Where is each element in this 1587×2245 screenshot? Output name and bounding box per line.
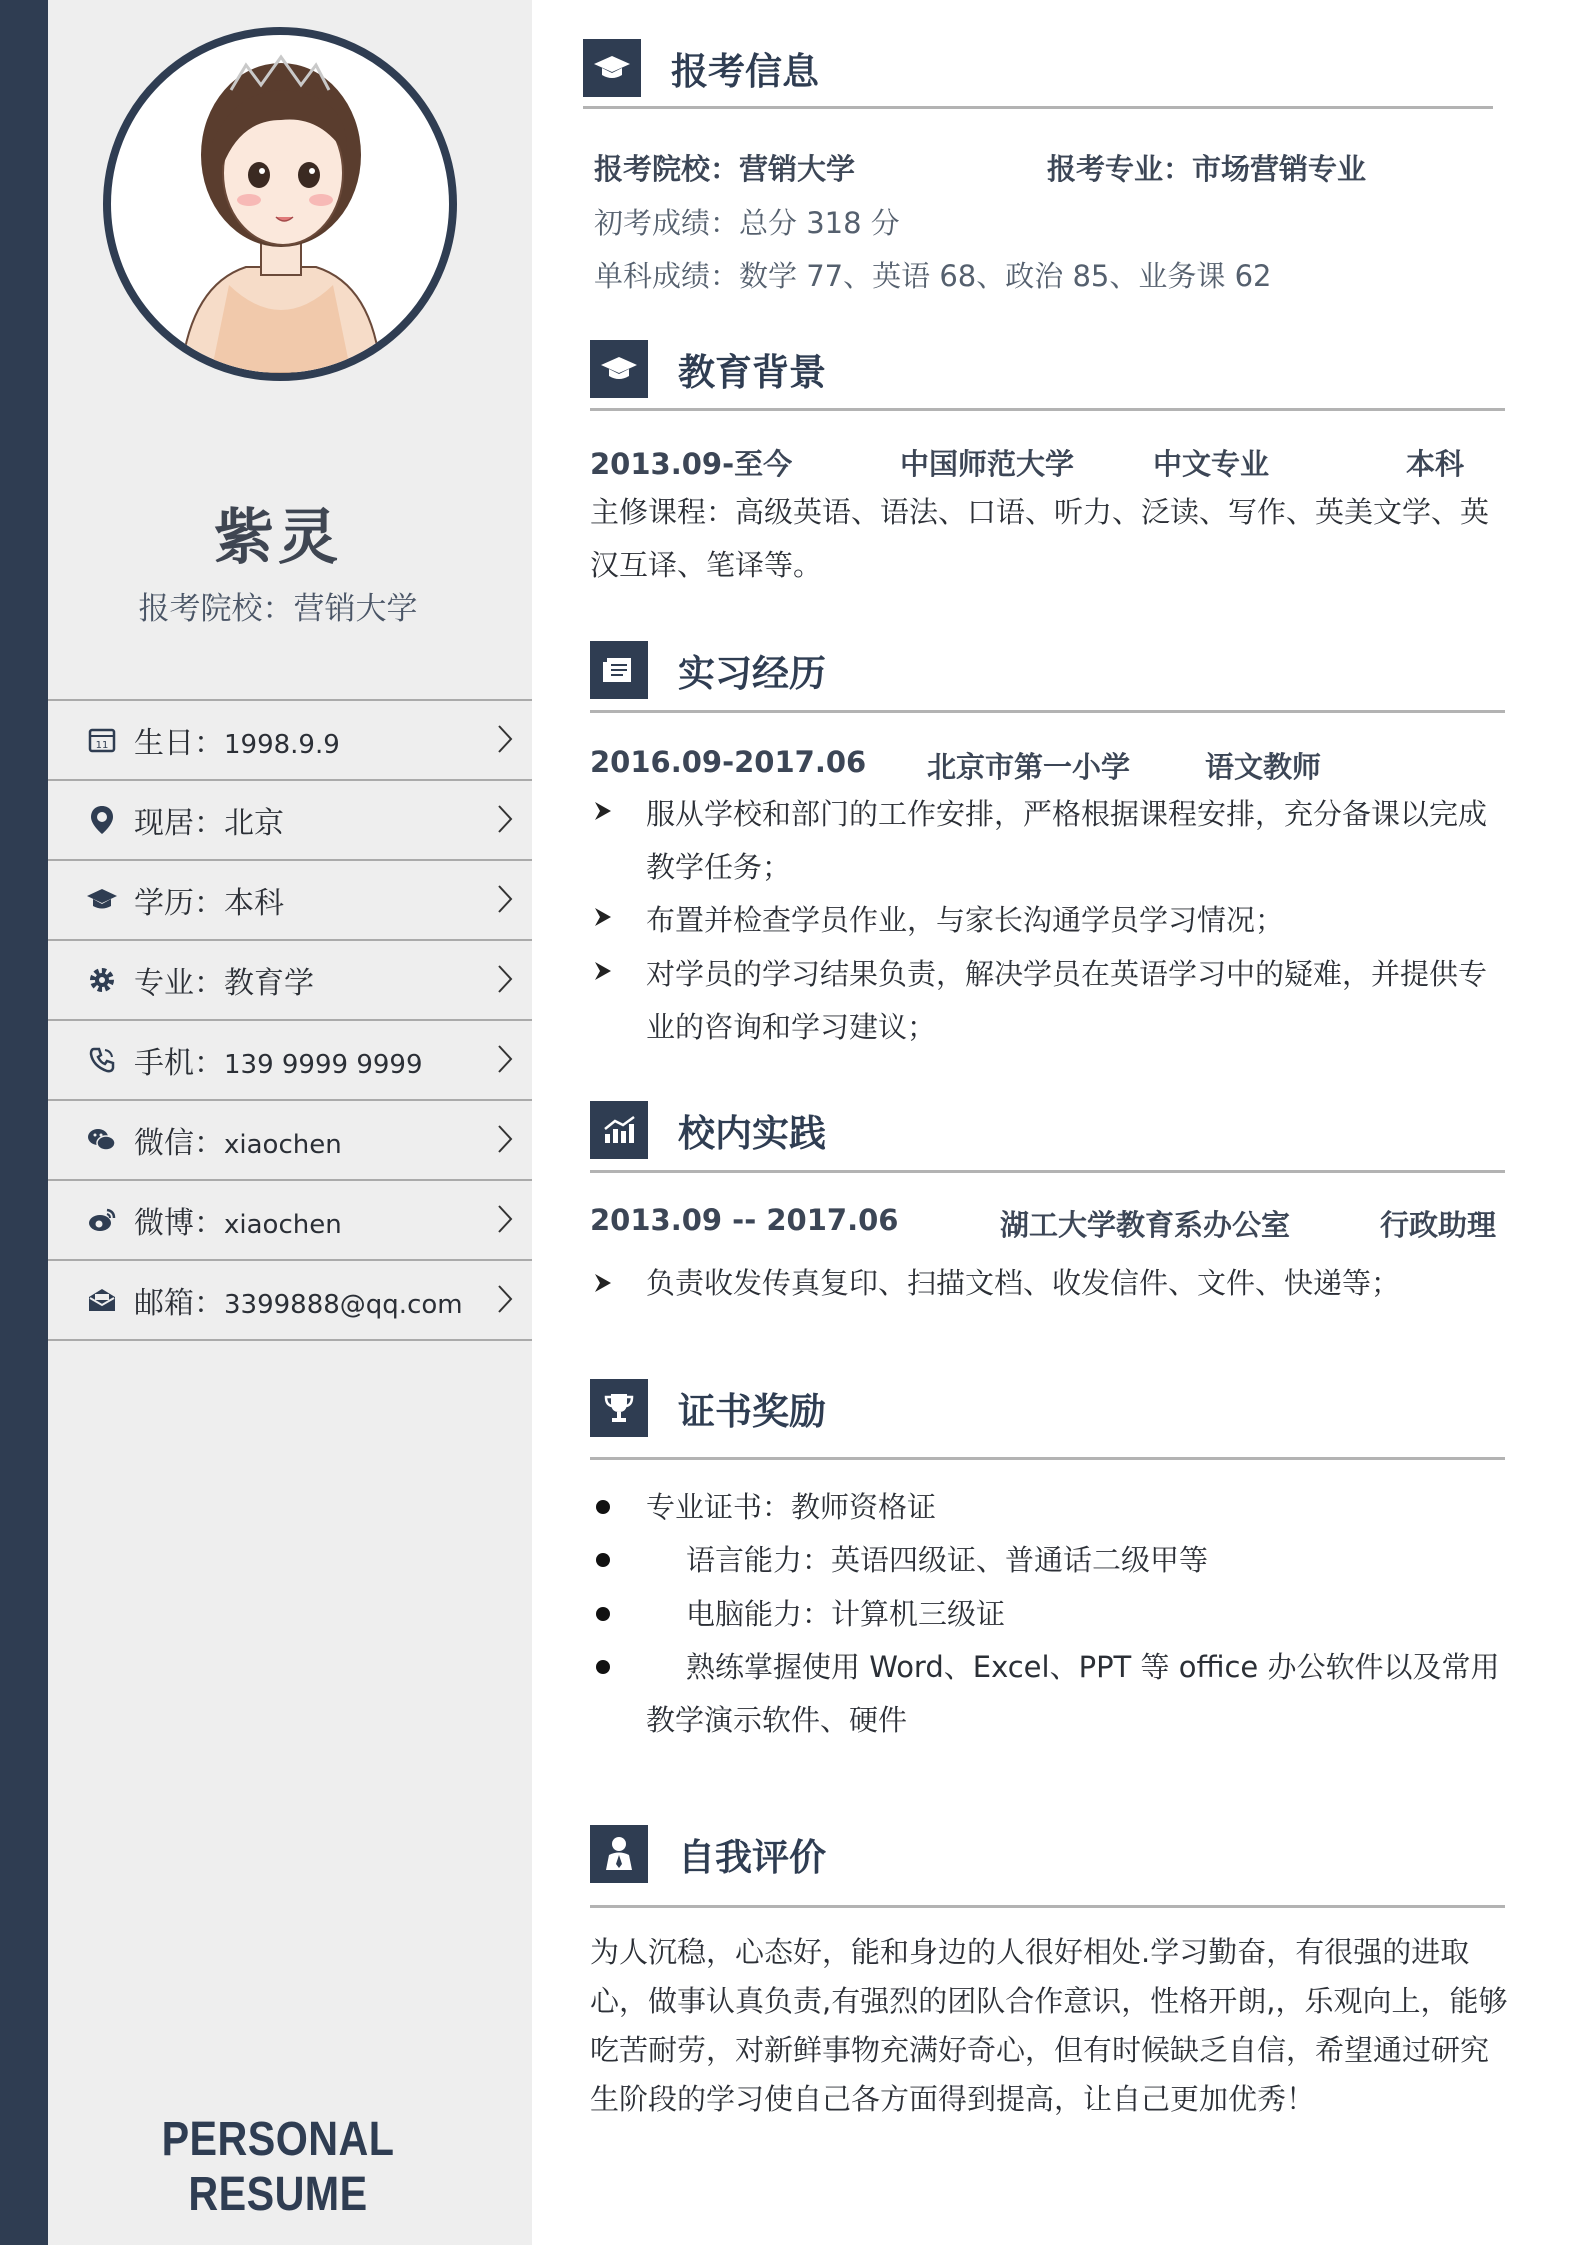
info-row-education[interactable] <box>48 861 532 941</box>
info-label: 生日： <box>134 726 224 761</box>
bullet-dot <box>596 1553 610 1567</box>
bar-chart-icon <box>590 1101 648 1159</box>
chevron-right-icon <box>496 1203 514 1239</box>
avatar <box>103 27 457 381</box>
exam-major: 报考专业：市场营销专业 <box>1047 152 1367 186</box>
practice-bullet: 负责收发传真复印、扫描文档、收发信件、文件、快递等； <box>646 1266 1401 1300</box>
info-label: 专业： <box>134 966 224 1001</box>
chevron-right-icon <box>496 963 514 999</box>
education-school: 中国师范大学 <box>900 447 1075 481</box>
award-item: 专业证书：教师资格证 <box>646 1490 937 1524</box>
arrow-bullet-icon <box>593 906 613 932</box>
chevron-right-icon <box>496 1283 514 1319</box>
target-school: 报考院校：营销大学 <box>138 591 418 627</box>
section-header-education <box>590 337 826 401</box>
internship-bullet: 布置并检查学员作业，与家长沟通学员学习情况； <box>646 903 1285 937</box>
info-value: 本科 <box>224 886 284 921</box>
chevron-right-icon <box>496 723 514 759</box>
info-row-major[interactable] <box>48 941 532 1021</box>
bullet-dot <box>596 1500 610 1514</box>
info-row-wechat[interactable] <box>48 1101 532 1181</box>
internship-role: 语文教师 <box>1205 750 1322 784</box>
practice-period: 2013.09 -- 2017.06 <box>590 1203 899 1237</box>
info-label: 手机： <box>134 1046 224 1081</box>
section-divider <box>590 1170 1505 1173</box>
info-row-birthday[interactable] <box>48 701 532 781</box>
section-header-awards <box>590 1376 826 1440</box>
exam-prelim-score: 初考成绩：总分 318 分 <box>594 206 900 240</box>
education-degree: 本科 <box>1406 447 1465 481</box>
section-title: 教育背景 <box>678 351 826 394</box>
bullet-dot <box>596 1607 610 1621</box>
info-value: 教育学 <box>224 966 314 1001</box>
award-item: 语言能力：英语四级证、普通话二级甲等 <box>686 1543 1209 1577</box>
info-label: 邮箱： <box>134 1286 224 1321</box>
info-row-residence[interactable] <box>48 781 532 861</box>
info-value: 北京 <box>224 806 284 841</box>
section-divider <box>590 710 1505 713</box>
education-major: 中文专业 <box>1153 447 1270 481</box>
section-title: 报考信息 <box>671 50 819 93</box>
section-divider <box>590 408 1505 411</box>
info-row-weibo[interactable] <box>48 1181 532 1261</box>
document-icon <box>590 641 648 699</box>
internship-period: 2016.09-2017.06 <box>590 745 867 779</box>
section-title: 校内实践 <box>678 1112 826 1155</box>
info-label: 微博： <box>134 1206 224 1241</box>
exam-school: 报考院校：营销大学 <box>594 152 856 186</box>
internship-bullet: 服从学校和部门的工作安排，严格根据课程安排，充分备课以完成教学任务； <box>646 797 1488 884</box>
arrow-bullet-icon <box>593 960 613 986</box>
person-name: 紫灵 <box>214 503 342 573</box>
sidebar-stripe <box>0 0 48 2245</box>
section-title: 证书奖励 <box>678 1390 826 1433</box>
info-row-phone[interactable] <box>48 1021 532 1101</box>
award-item: 电脑能力：计算机三级证 <box>686 1597 1006 1631</box>
info-value: 3399888@qq.com <box>224 1290 463 1320</box>
chevron-right-icon <box>496 1123 514 1159</box>
internship-org: 北京市第一小学 <box>927 750 1131 784</box>
location-pin-icon <box>82 800 122 840</box>
svg-text:11: 11 <box>95 740 109 751</box>
section-divider <box>590 1457 1505 1460</box>
bullet-dot <box>596 1660 610 1674</box>
chevron-right-icon <box>496 803 514 839</box>
footer-title: PERSONAL RESUME <box>161 2113 395 2221</box>
gear-icon <box>82 960 122 1000</box>
info-label: 现居： <box>134 806 224 841</box>
calendar-icon <box>82 720 122 760</box>
phone-icon <box>82 1040 122 1080</box>
self-evaluation-text: 为人沉稳，心态好，能和身边的人很好相处.学习勤奋，有很强的进取心，做事认真负责,有强烈的团队合作意识，性格开朗,，乐观向上，能够吃苦耐劳，对新鲜事物充满好奇心，但有时候缺乏自信，希望通过研究生阶段的学习使自己各方面得到提高，让自己更加优秀！ <box>590 1935 1508 2116</box>
education-courses: 主修课程：高级英语、语法、口语、听力、泛读、写作、英美文学、英汉互译、笔译等。 <box>590 495 1490 582</box>
section-divider <box>590 1905 1505 1908</box>
arrow-bullet-icon <box>593 1272 613 1298</box>
section-header-practice <box>590 1098 826 1162</box>
info-value: 1998.9.9 <box>224 730 340 760</box>
avatar-illustration <box>111 35 449 373</box>
trophy-icon <box>590 1379 648 1437</box>
wechat-icon <box>82 1120 122 1160</box>
exam-subject-scores: 单科成绩：数学 77、英语 68、政治 85、业务课 62 <box>594 259 1272 293</box>
graduation-cap-icon <box>590 340 648 398</box>
chevron-right-icon <box>496 883 514 919</box>
info-value: xiaochen <box>224 1130 342 1160</box>
section-header-self <box>590 1822 826 1886</box>
mail-icon <box>82 1280 122 1320</box>
info-label: 学历： <box>134 886 224 921</box>
weibo-icon <box>82 1200 122 1240</box>
section-header-exam <box>583 36 819 100</box>
arrow-bullet-icon <box>593 800 613 826</box>
person-icon <box>590 1825 648 1883</box>
info-value: xiaochen <box>224 1210 342 1240</box>
contact-info-list <box>48 699 532 1341</box>
info-value: 139 9999 9999 <box>224 1050 423 1080</box>
practice-org: 湖工大学教育系办公室 <box>1000 1208 1291 1242</box>
section-title: 自我评价 <box>678 1836 826 1879</box>
info-row-email[interactable] <box>48 1261 532 1341</box>
section-divider <box>583 106 1493 109</box>
graduation-cap-icon <box>82 880 122 920</box>
internship-bullet: 对学员的学习结果负责，解决学员在英语学习中的疑难，并提供专业的咨询和学习建议； <box>646 957 1488 1044</box>
award-item: 熟练掌握使用 Word、Excel、PPT 等 office 办公软件以及常用教学演示软件、硬件 <box>646 1650 1500 1737</box>
chevron-right-icon <box>496 1043 514 1079</box>
section-title: 实习经历 <box>678 652 826 695</box>
section-header-internship <box>590 638 826 702</box>
graduation-cap-icon <box>583 39 641 97</box>
education-period: 2013.09-至今 <box>590 447 793 481</box>
practice-role: 行政助理 <box>1380 1208 1497 1242</box>
info-label: 微信： <box>134 1126 224 1161</box>
